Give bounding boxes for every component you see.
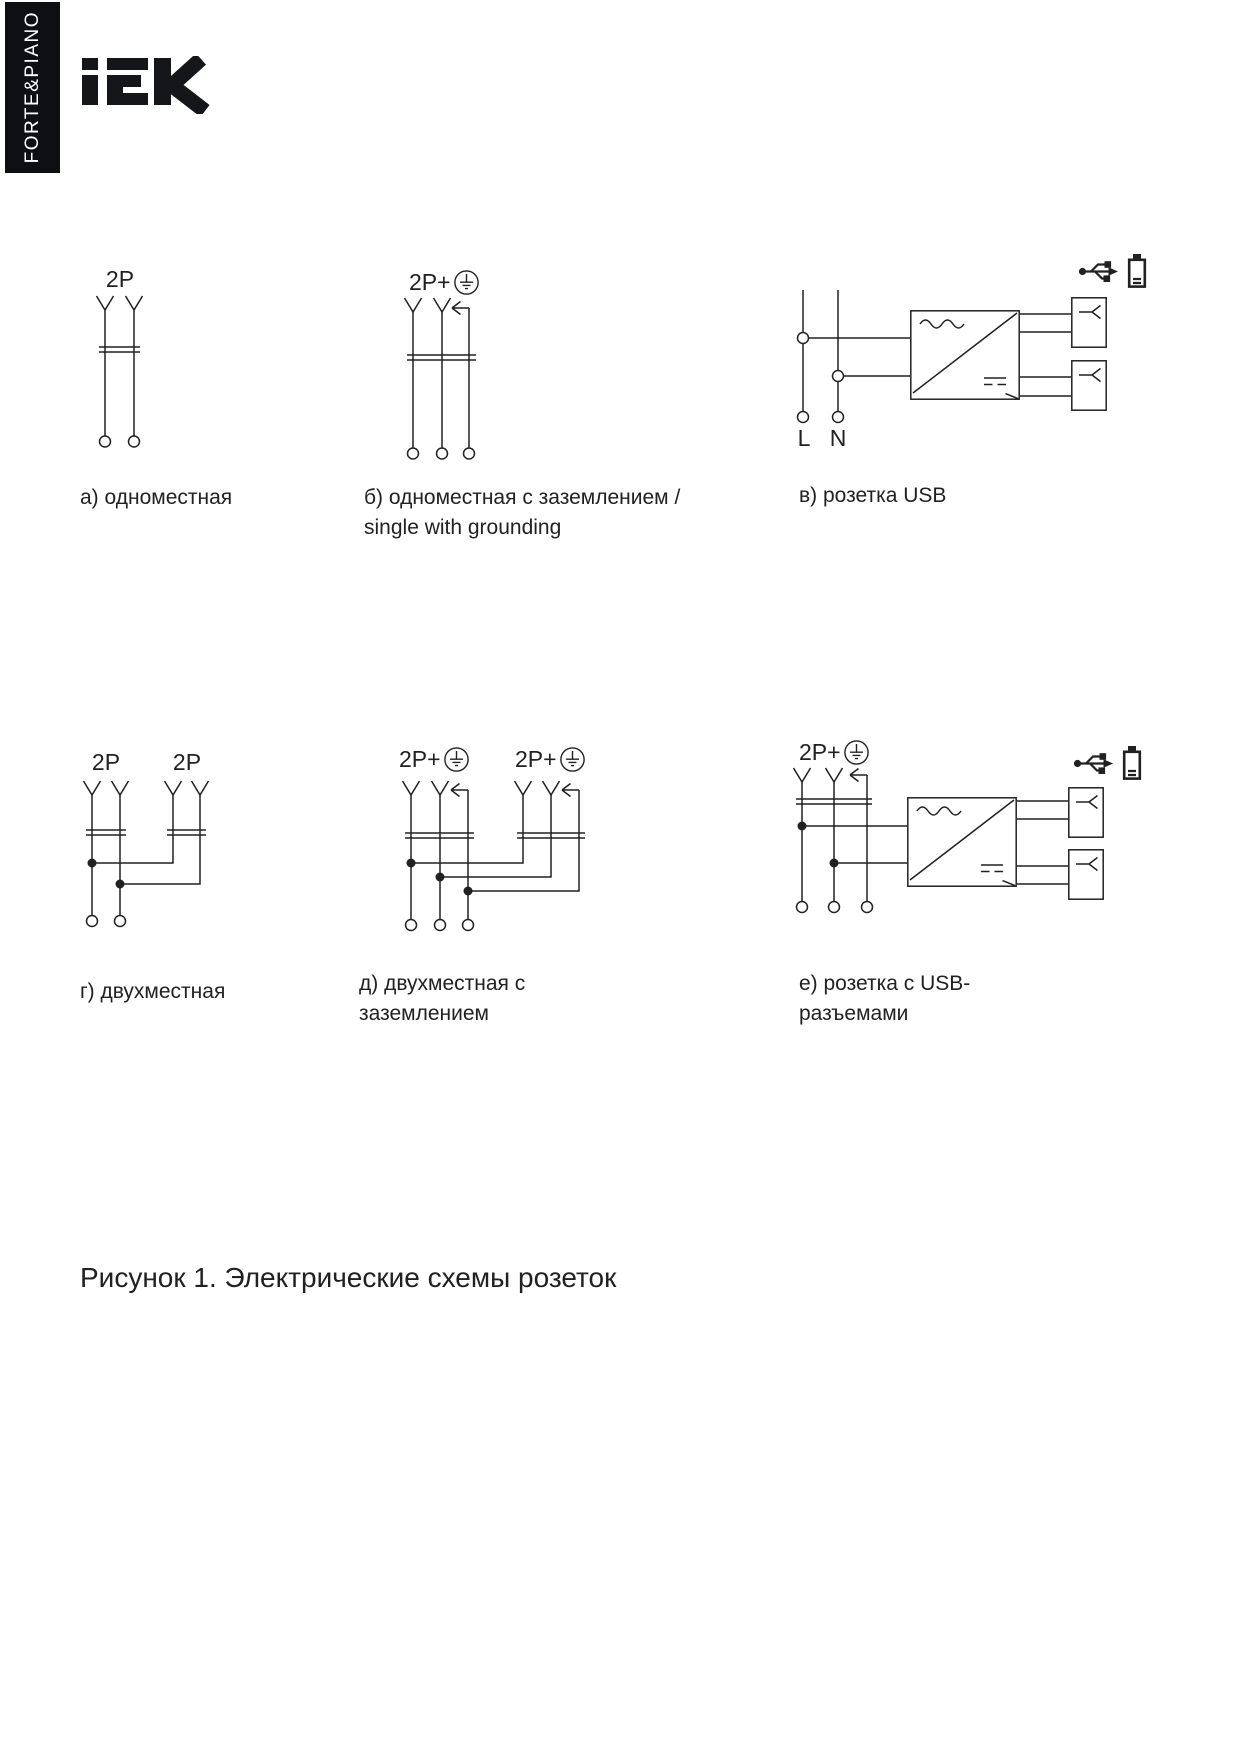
caption-b-line1: б) одноместная с заземлением / [364, 486, 681, 509]
terminal-circle-icon [464, 448, 475, 459]
terminal-circle-icon [829, 902, 840, 913]
caption-e-line2: разъемами [799, 1002, 909, 1025]
socket-contact-icon [112, 781, 129, 795]
dc-output-wires [1017, 801, 1068, 884]
battery-icon [1124, 746, 1140, 779]
wires-right-pair [92, 795, 200, 884]
socket-contact-icon [515, 781, 532, 795]
earth-ground-icon [559, 746, 586, 773]
terminal-circle-icon [100, 436, 111, 447]
terminal-circle-icon [833, 412, 844, 423]
brand-sidebar [5, 2, 60, 173]
usb-port-box-icon [1072, 361, 1106, 410]
iek-logo [82, 56, 214, 114]
pole-label-text: 2P+ [409, 269, 451, 295]
socket-contact-icon [434, 298, 451, 312]
pole-label-text: 2P+ [399, 746, 441, 772]
earth-ground-icon [443, 746, 470, 773]
caption-b-line2: single with grounding [364, 516, 562, 539]
pole-label-text: 2P [172, 749, 202, 775]
diagram-e-socket-with-usb [790, 738, 1162, 923]
socket-contact-icon [97, 296, 114, 310]
terminal-circle-icon [115, 916, 126, 927]
caption-d-line1: д) двухместная с [359, 972, 526, 995]
diagram-b-single-socket-grounded [400, 283, 490, 468]
caption-v: в) розетка USB [799, 484, 947, 507]
diagram-a-single-socket [85, 288, 155, 458]
socket-contact-icon [826, 768, 843, 782]
wires [105, 310, 134, 436]
caption-d [359, 969, 525, 1029]
ground-contact-arrow-icon [850, 769, 867, 782]
usb-trident-icon [1079, 261, 1118, 282]
ac-dc-converter-box [908, 798, 1016, 886]
junction-dot-icon [407, 859, 416, 868]
terminal-circle-icon [463, 920, 474, 931]
tap-circle-icon [798, 333, 809, 344]
terminal-circle-icon [408, 448, 419, 459]
caption-g: г) двухместная [80, 980, 226, 1003]
socket-contact-icon [543, 781, 560, 795]
neutral-terminal-label [827, 425, 849, 452]
wires [413, 308, 469, 448]
supply-wires [803, 290, 838, 412]
n-label-text: N [829, 425, 847, 451]
ground-contact-arrow-icon [562, 784, 579, 797]
junction-dot-icon [88, 859, 97, 868]
socket-contact-icon [432, 781, 449, 795]
terminal-circle-icon [798, 412, 809, 423]
socket-contact-icon [126, 296, 143, 310]
diagram-v-usb-socket [790, 250, 1162, 435]
pole-label-text: 2P+ [799, 739, 841, 765]
terminal-circle-icon [129, 436, 140, 447]
battery-icon [1129, 254, 1145, 287]
terminal-circle-icon [406, 920, 417, 931]
socket-contact-icon [192, 781, 209, 795]
socket-body-lines [405, 833, 585, 838]
junction-dot-icon [436, 873, 445, 882]
usb-port-box-icon [1069, 788, 1103, 837]
branch-wires [809, 338, 911, 376]
wires-left-group [411, 790, 468, 920]
wires-left-pair [92, 795, 120, 916]
ac-dc-converter-box [911, 311, 1019, 399]
socket-contact-icon [405, 298, 422, 312]
terminal-circle-icon [797, 902, 808, 913]
socket-contact-icon [165, 781, 182, 795]
caption-e-line1: е) розетка с USB- [799, 972, 971, 995]
figure-caption: Рисунок 1. Электрические схемы розеток [80, 1262, 617, 1293]
terminal-circle-icon [437, 448, 448, 459]
brand-vertical-label: FORTE&PIANO [21, 11, 43, 164]
socket-body-lines [86, 830, 206, 835]
l-label-text: L [797, 425, 811, 451]
pole-label-text: 2P [105, 266, 135, 292]
terminal-circle-icon [87, 916, 98, 927]
terminal-circle-icon [862, 902, 873, 913]
terminal-circle-icon [435, 920, 446, 931]
tap-circle-icon [833, 371, 844, 382]
junction-dot-icon [798, 822, 807, 831]
branch-wires [802, 826, 907, 863]
wires [802, 775, 867, 902]
junction-dot-icon [464, 887, 473, 896]
pole-label-text: 2P [91, 749, 121, 775]
diagram-d-double-socket-grounded [400, 770, 595, 935]
line-terminal-label [793, 425, 815, 452]
diagram-g-double-socket [75, 770, 220, 935]
pole-label-text: 2P+ [515, 746, 557, 772]
junction-dot-icon [830, 859, 839, 868]
caption-b [364, 483, 680, 543]
ground-contact-arrow-icon [451, 784, 468, 797]
ground-contact-arrow-icon [452, 302, 469, 315]
caption-a: а) одноместная [80, 486, 233, 509]
caption-d-line2: заземлением [359, 1002, 489, 1025]
usb-port-box-icon [1069, 850, 1103, 899]
socket-contact-icon [84, 781, 101, 795]
usb-trident-icon [1074, 753, 1113, 774]
junction-dot-icon [116, 880, 125, 889]
usb-port-box-icon [1072, 298, 1106, 347]
diagram-d-pole-label-1 [399, 746, 470, 773]
socket-contact-icon [794, 768, 811, 782]
dc-output-wires [1020, 314, 1071, 396]
caption-e [799, 969, 970, 1029]
socket-contact-icon [403, 781, 420, 795]
diagram-d-pole-label-2 [515, 746, 586, 773]
